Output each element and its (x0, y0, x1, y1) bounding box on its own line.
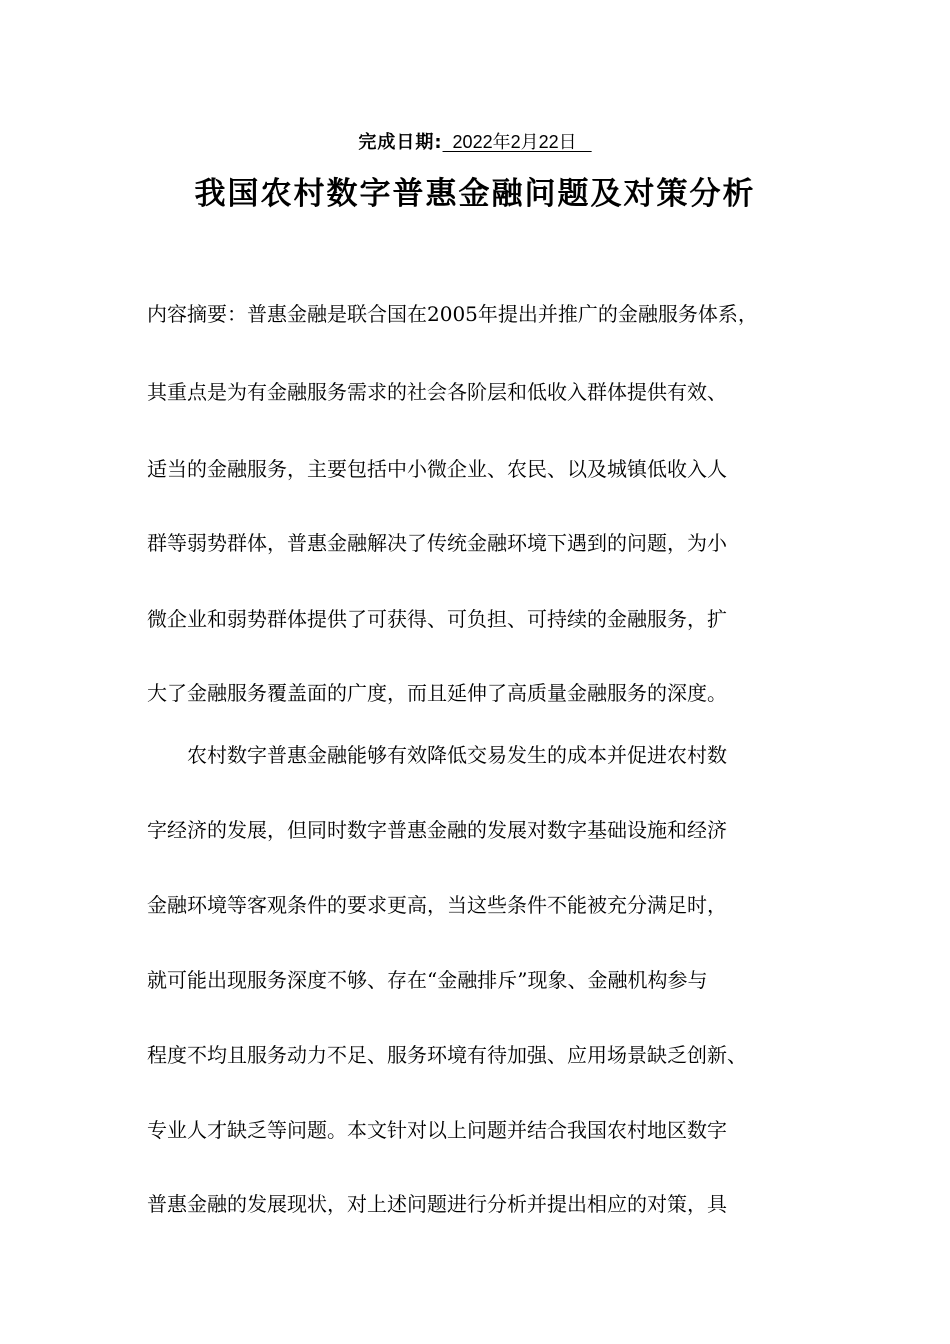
abstract-label: 内容摘要： (147, 302, 247, 326)
completion-date-label: 完成日期: (358, 132, 443, 153)
abstract-line-3: 适当的金融服务，主要包括中小微企业、农民、以及城镇低收入人 (147, 457, 727, 481)
abstract-line-8: 字经济的发展，但同时数字普惠金融的发展对数字基础设施和经济 (147, 818, 727, 842)
abstract-line-13: 普惠金融的发展现状，对上述问题进行分析并提出相应的对策，具 (147, 1192, 727, 1216)
completion-date-value: 2022年2月22日 (442, 132, 592, 152)
completion-date-line (0, 131, 950, 154)
abstract-line-5: 微企业和弱势群体提供了可获得、可负担、可持续的金融服务，扩 (147, 607, 727, 631)
abstract-line-1-text: 普惠金融是联合国在2005年提出并推广的金融服务体系， (247, 302, 758, 326)
abstract-line-6: 大了金融服务覆盖面的广度，而且延伸了高质量金融服务的深度。 (147, 681, 727, 705)
abstract-line-10: 就可能出现服务深度不够、存在“金融排斥”现象、金融机构参与 (147, 968, 708, 992)
abstract-line-4: 群等弱势群体，普惠金融解决了传统金融环境下遇到的问题，为小 (147, 531, 727, 555)
abstract-line-11: 程度不均且服务动力不足、服务环境有待加强、应用场景缺乏创新、 (147, 1043, 747, 1067)
abstract-line-7: 农村数字普惠金融能够有效降低交易发生的成本并促进农村数 (147, 743, 727, 767)
abstract-line-9: 金融环境等客观条件的要求更高，当这些条件不能被充分满足时， (147, 893, 727, 917)
abstract-line-12: 专业人才缺乏等问题。本文针对以上问题并结合我国农村地区数字 (147, 1118, 727, 1142)
document-title: 我国农村数字普惠金融问题及对策分析 (194, 176, 756, 212)
abstract-line-2: 其重点是为有金融服务需求的社会各阶层和低收入群体提供有效、 (147, 380, 727, 404)
abstract-line-1 (147, 300, 758, 328)
